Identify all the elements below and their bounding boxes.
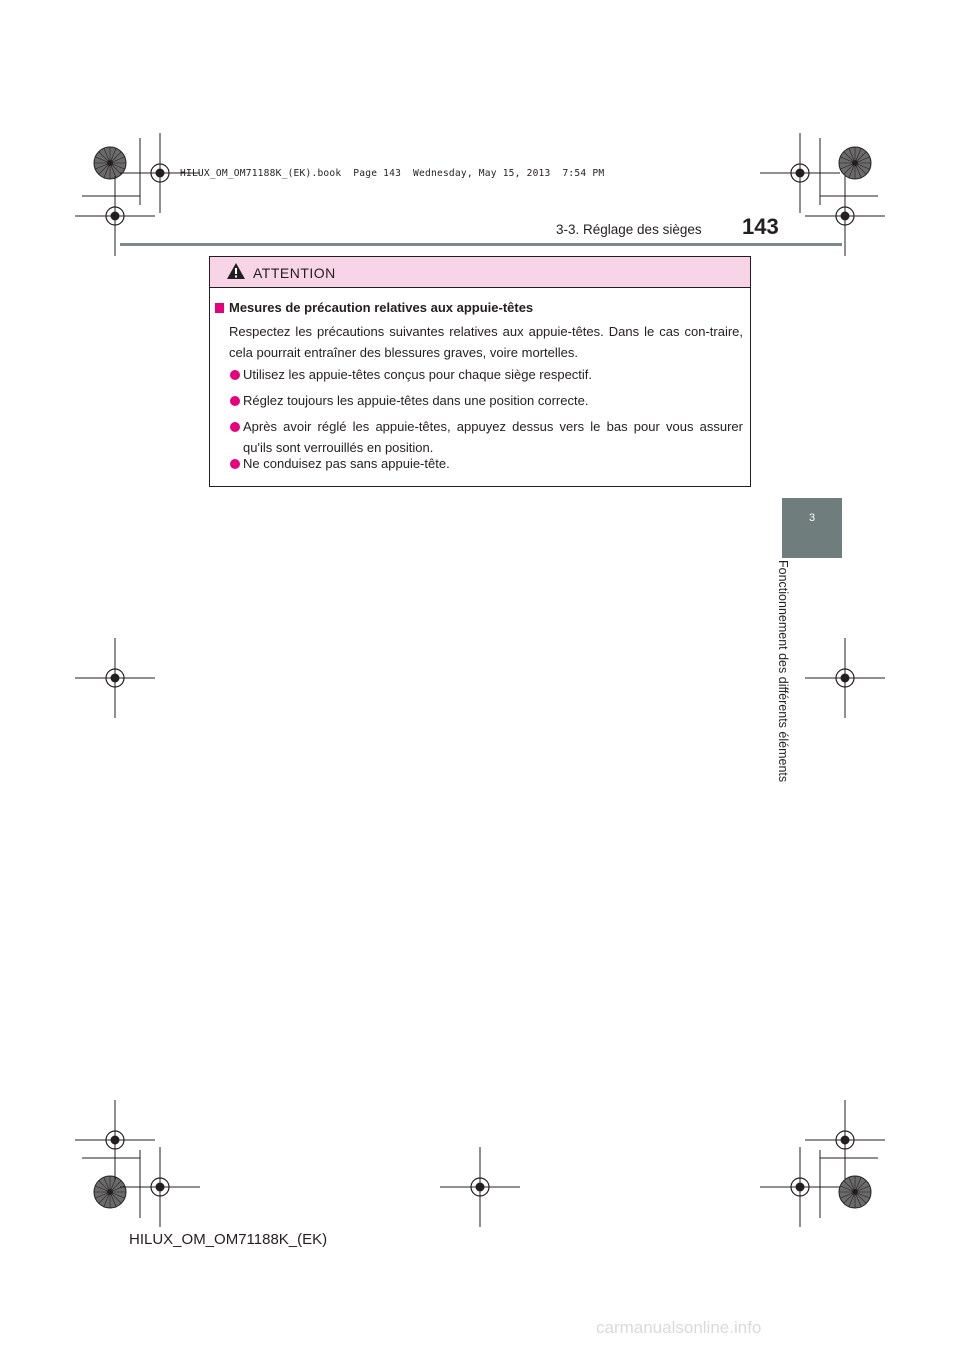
bullet-item: Ne conduisez pas sans appuie-tête. (243, 456, 450, 471)
bullet-dot (230, 396, 240, 406)
bullet-item: Après avoir réglé les appuie-têtes, appuyez dessus vers le bas pour vous assurer qu'ils sont verrouillés en position. (243, 419, 743, 455)
page-number: 143 (742, 214, 779, 239)
bullet-dot (230, 459, 240, 469)
bullet-item: Utilisez les appuie-têtes conçus pour chaque siège respectif. (243, 367, 593, 382)
chapter-number: 3 (808, 512, 816, 524)
section-heading: Mesures de précaution relatives aux appuie-têtes (229, 300, 534, 315)
intro-paragraph: Respectez les précautions suivantes relatives aux appuie-têtes. Dans le cas con-traire, cela pourrait entraîner des blessures graves, voire mortelles. (229, 324, 743, 360)
header-rule (120, 243, 842, 246)
bullet-item: Réglez toujours les appuie-têtes dans une position correcte. (243, 393, 589, 408)
chapter-tab (782, 498, 842, 558)
bullet-dot (230, 370, 240, 380)
section-square-marker (215, 303, 224, 313)
chapter-label-wrap (776, 560, 813, 800)
document-code: HILUX_OM_OM71188K_(EK) (129, 1231, 328, 1248)
warning-title: ATTENTION (253, 265, 336, 281)
warning-box-header (210, 257, 750, 288)
warning-box (209, 256, 751, 487)
chapter-label: Fonctionnement des différents éléments (776, 560, 790, 783)
section-title: 3-3. Réglage des sièges (556, 222, 702, 237)
watermark: carmanualsonline.info (596, 1318, 762, 1337)
warning-triangle-icon (226, 262, 246, 280)
book-file-info: HILUX_OM_OM71188K_(EK).book Page 143 Wednesday, May 15, 2013 7:54 PM (180, 168, 605, 179)
bullet-dot (230, 422, 240, 432)
